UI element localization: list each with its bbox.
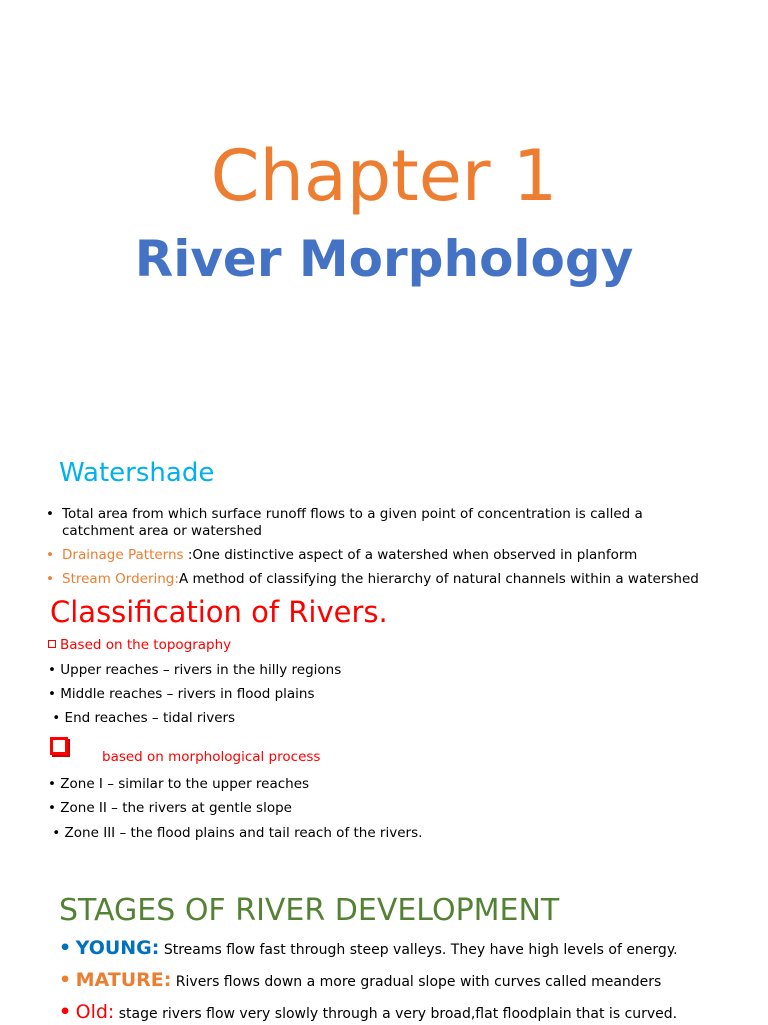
checkbox-square-icon (48, 640, 56, 648)
list-item: • Zone II – the rivers at gentle slope (48, 800, 292, 816)
bullet: • (46, 571, 54, 587)
item-text: Total area from which surface runoff flows to a given point of concentration is called a catchment area or watershed (62, 506, 643, 539)
chapter-title: Chapter 1 (210, 135, 558, 217)
morphological-heading: based on morphological process (102, 749, 321, 765)
list-item (46, 571, 706, 588)
stage-label: Old: (75, 1001, 115, 1023)
item-text: A method of classifying the hierarchy of natural channels within a watershed (178, 571, 699, 587)
bullet: • (59, 969, 72, 991)
item-label: Stream Ordering: (62, 571, 179, 587)
stage-text: Streams flow fast through steep valleys. They have high levels of energy. (159, 942, 678, 958)
watershade-heading: Watershade (59, 458, 215, 488)
list-item: • Upper reaches – rivers in the hilly regions (48, 662, 342, 678)
stage-item-young (59, 937, 678, 961)
list-item: • Middle reaches – rivers in flood plains (48, 686, 315, 702)
stage-text: stage rivers flow very slowly through a very broad,flat floodplain that is curved. (114, 1006, 678, 1022)
list-item: • Zone I – similar to the upper reaches (48, 776, 310, 792)
stage-label: YOUNG: (75, 937, 160, 959)
checkbox-square-icon (50, 737, 68, 759)
list-item (46, 506, 706, 540)
topography-heading: Based on the topography (48, 637, 231, 654)
stage-item-mature (59, 969, 661, 993)
stages-heading: STAGES OF RIVER DEVELOPMENT (59, 893, 560, 928)
stage-item-old (59, 1001, 677, 1025)
classification-heading: Classification of Rivers. (50, 595, 388, 629)
list-item: • Zone III – the flood plains and tail reach of the rivers. (48, 825, 423, 841)
stage-label: MATURE: (75, 969, 172, 991)
bullet: • (46, 547, 54, 563)
chapter-subtitle: River Morphology (134, 230, 634, 288)
bullet: • (59, 937, 72, 959)
list-item (46, 547, 706, 564)
bullet: • (46, 506, 54, 522)
stage-text: Rivers flows down a more gradual slope with curves called meanders (171, 974, 662, 990)
item-label: Drainage Patterns (62, 547, 184, 563)
bullet: • (59, 1001, 72, 1023)
watershade-list (46, 506, 706, 595)
item-text: :One distinctive aspect of a watershed when observed in planform (183, 547, 638, 563)
list-item: • End reaches – tidal rivers (48, 710, 236, 726)
